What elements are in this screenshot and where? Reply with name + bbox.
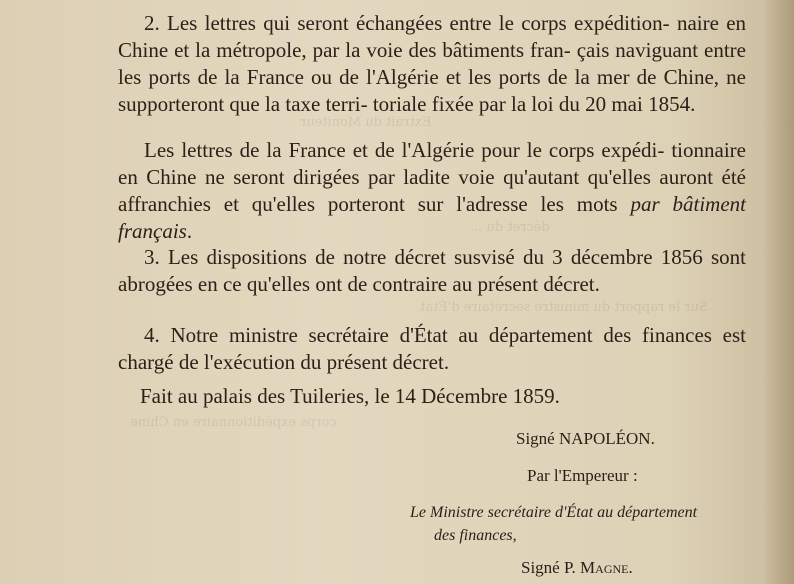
show-through-text: Sur le rapport du ministre secrétaire d'État [420, 300, 708, 315]
by-emperor-line: Par l'Empereur : [527, 466, 638, 485]
article-3-paragraph [118, 244, 746, 298]
signature-emperor: Signé NAPOLÉON. [516, 429, 655, 448]
article-4-paragraph [118, 322, 746, 376]
letters-text: Les lettres de la France et de l'Algérie pour le corps expédi- tionnaire en Chine ne seront dirigées par ladite voie qu'autant qu'elles auront été affranchies et qu'elles porteront sur l'adresse les mots [118, 138, 746, 216]
show-through-text: corps expéditionnaire en Chine [130, 415, 337, 430]
show-through-text: Extrait du Moniteur [300, 115, 432, 130]
letters-paragraph [118, 137, 746, 245]
letters-italic-phrase: par bâtiment français [118, 192, 746, 243]
article-3-text: 3. Les dispositions de notre décret susvisé du 3 décembre 1856 sont abrogées en ce qu'elles ont de contraire au présent décret. [118, 245, 746, 296]
article-2-line-3: çais naviguant entre les ports de la France ou de l'Algérie et les [118, 38, 747, 89]
signature-minister-prefix: Signé P. [521, 558, 581, 577]
date-text: Fait au palais des Tuileries, le 14 Décembre 1859. [140, 384, 560, 408]
article-2-paragraph [118, 10, 746, 118]
signature-minister [521, 558, 633, 578]
minister-title-line-1: Le Ministre secrétaire d'État au département [410, 504, 698, 521]
article-2-line-5: toriale fixée par la loi du 20 mai 1854. [372, 92, 696, 116]
article-2-line-1: 2. Les lettres qui seront échangées entre le corps expédition- [144, 11, 670, 35]
article-2-line-4: ports de la mer de Chine, ne supporteront que la taxe terri- [118, 65, 746, 116]
minister-title-line-2: des finances, [434, 527, 517, 544]
article-2-line-2: naire en Chine et la métropole, par la voie des bâtiments fran- [118, 11, 747, 62]
letters-text-end: . [186, 219, 193, 243]
signature-minister-name: Magne. [580, 558, 633, 577]
date-line [140, 383, 740, 410]
page-edge-shadow [762, 0, 794, 584]
show-through-text: décret du ... [470, 220, 550, 235]
article-4-text: 4. Notre ministre secrétaire d'État au département des finances est chargé de l'exécution du présent décret. [118, 323, 746, 374]
